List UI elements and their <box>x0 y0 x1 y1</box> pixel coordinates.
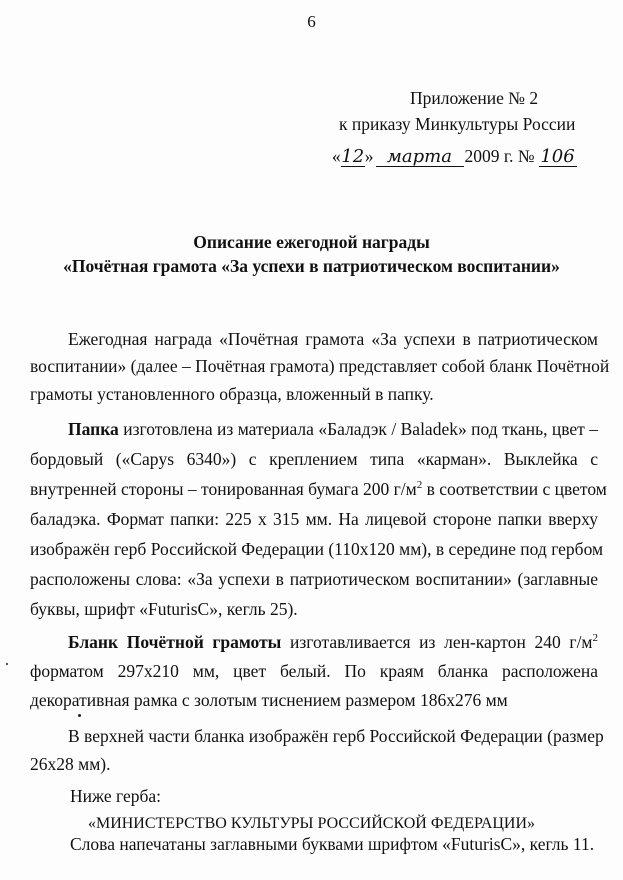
paragraph-5: Ниже герба: <box>70 786 162 806</box>
paragraph-2-line-4: баладэка. Формат папки: 225 х 315 мм. На лицевой стороне папки вверху <box>30 509 598 529</box>
document-title-line-2: «Почётная грамота «За успехи в патриотическом воспитании» <box>63 256 560 276</box>
paragraph-2-line-7: буквы, шрифт «FuturisC», кегль 25). <box>30 599 298 619</box>
date-close-quote: » <box>364 146 374 166</box>
date-open-quote: « <box>332 146 341 166</box>
handwritten-order-number: 106 <box>540 146 575 167</box>
paragraph-1-line-3: грамоты установленного образца, вложенный в папку. <box>30 384 434 404</box>
folder-lead: Папка <box>68 419 119 439</box>
certificate-blank-lead: Бланк Почётной грамоты <box>68 632 282 652</box>
paragraph-2-line-3: внутренней стороны – тонированная бумага 200 $г/м^2$ в соответствии с цветом <box>30 479 607 499</box>
paragraph-6: Слова напечатаны заглавными буквами шрифтом «FuturisC», кегль 11. <box>70 834 595 854</box>
scan-speck <box>78 714 81 717</box>
page-number: 6 <box>307 12 316 31</box>
appendix-label: Приложение № 2 <box>410 88 539 108</box>
handwritten-month: марта <box>376 148 464 167</box>
paragraph-4-line-2: 26х28 мм). <box>30 754 111 774</box>
paragraph-2-line-1: Папка изготовлена из материала «Баладэк / Baladek» под ткань, цвет – <box>68 419 598 439</box>
ministry-name: «МИНИСТЕРСТВО КУЛЬТУРЫ РОССИЙСКОЙ ФЕДЕРАЦИИ» <box>87 815 536 832</box>
paragraph-1-line-2: воспитании» (далее – Почётная грамота) представляет собой бланк Почётной <box>30 356 610 376</box>
document-title-line-1: Описание ежегодной награды <box>193 232 430 252</box>
paragraph-3-line-3: декоративная рамка с золотым тиснением размером 186х276 мм <box>30 690 508 710</box>
date-year: 2009 г. № <box>464 146 535 166</box>
paragraph-4-line-1: В верхней части бланка изображён герб Российской Федерации (размер <box>68 726 604 746</box>
order-date-line <box>332 146 577 167</box>
paragraph-1-line-1: Ежегодная награда «Почётная грамота «За успехи в патриотическом <box>68 329 598 349</box>
paragraph-3-line-1: Бланк Почётной грамоты изготавливается из лен-картон 240 $г/м^2$ <box>68 632 598 652</box>
handwritten-day: 12 <box>341 146 365 167</box>
scan-speck <box>6 663 8 665</box>
order-reference: к приказу Минкультуры России <box>339 114 576 134</box>
paragraph-2-line-5: изображён герб Российской Федерации (110х120 мм), в середине под гербом <box>30 539 604 559</box>
paragraph-2-line-6: расположены слова: «За успехи в патриотическом воспитании» (заглавные <box>30 569 598 589</box>
paragraph-3-line-2: форматом 297х210 мм, цвет белый. По краям бланка расположена <box>30 661 598 681</box>
paragraph-2-line-2: бордовый («Capys 6340») с креплением типа «карман». Выклейка с <box>30 449 598 469</box>
